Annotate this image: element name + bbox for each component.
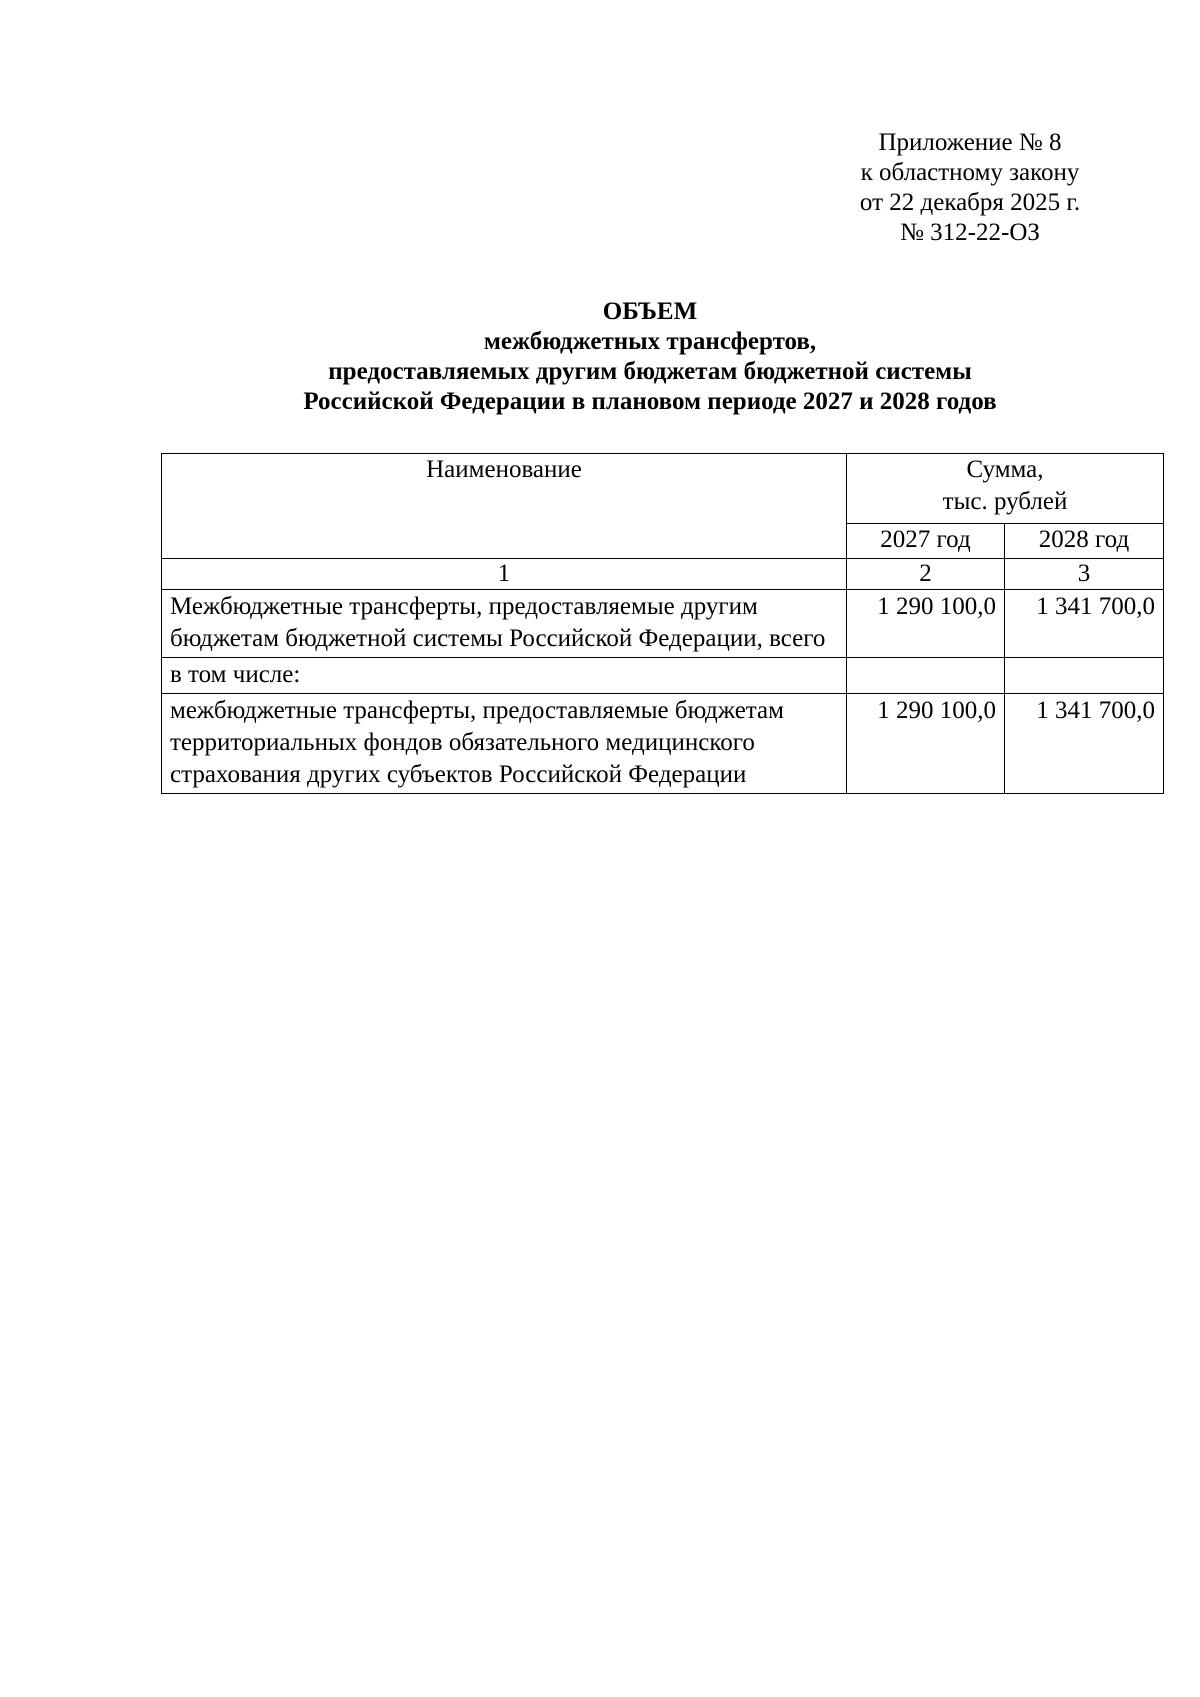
appendix-law: к областному закону <box>860 159 1080 186</box>
column-number-2: 2 <box>847 559 1005 590</box>
table-header-row <box>162 454 1164 524</box>
row-value-2027 <box>847 658 1005 694</box>
row-value-2027: 1 290 100,0 <box>847 590 1005 658</box>
header-year-2028: 2028 год <box>1005 523 1164 558</box>
document-title <box>100 297 1200 417</box>
column-number-1: 1 <box>162 559 847 590</box>
title-line-2: межбюджетных трансфертов, <box>483 328 817 355</box>
header-year-2027: 2027 год <box>847 523 1005 558</box>
title-line-3: предоставляемых другим бюджетам бюджетной системы <box>328 358 972 385</box>
row-value-2028 <box>1005 658 1164 694</box>
column-numbers-row <box>162 559 1164 590</box>
header-sum-unit: тыс. рублей <box>942 488 1068 515</box>
row-name: в том числе: <box>162 658 847 694</box>
row-value-2028: 1 341 700,0 <box>1005 694 1164 794</box>
header-sum-label: Сумма, <box>966 456 1044 483</box>
appendix-law-number: № 312-22-ОЗ <box>900 219 1040 246</box>
row-value-2028: 1 341 700,0 <box>1005 590 1164 658</box>
row-value-2027: 1 290 100,0 <box>847 694 1005 794</box>
row-name: межбюджетные трансферты, предоставляемые бюджетам территориальных фондов обязательного медицинского страхования других субъектов Российской Федерации <box>162 694 847 794</box>
row-name: Межбюджетные трансферты, предоставляемые другим бюджетам бюджетной системы Российской Федерации, всего <box>162 590 847 658</box>
table-row <box>162 658 1164 694</box>
appendix-date: от 22 декабря 2025 г. <box>859 189 1081 216</box>
header-name: Наименование <box>162 454 847 559</box>
table-row <box>162 694 1164 794</box>
column-number-3: 3 <box>1005 559 1164 590</box>
table-row <box>162 590 1164 658</box>
header-sum <box>847 454 1164 524</box>
appendix-reference <box>820 128 1120 248</box>
title-line-4: Российской Федерации в плановом периоде 2027 и 2028 годов <box>303 388 997 415</box>
transfers-table <box>161 453 1164 794</box>
appendix-number: Приложение № 8 <box>878 129 1062 156</box>
title-line-1: ОБЪЕМ <box>602 298 698 325</box>
